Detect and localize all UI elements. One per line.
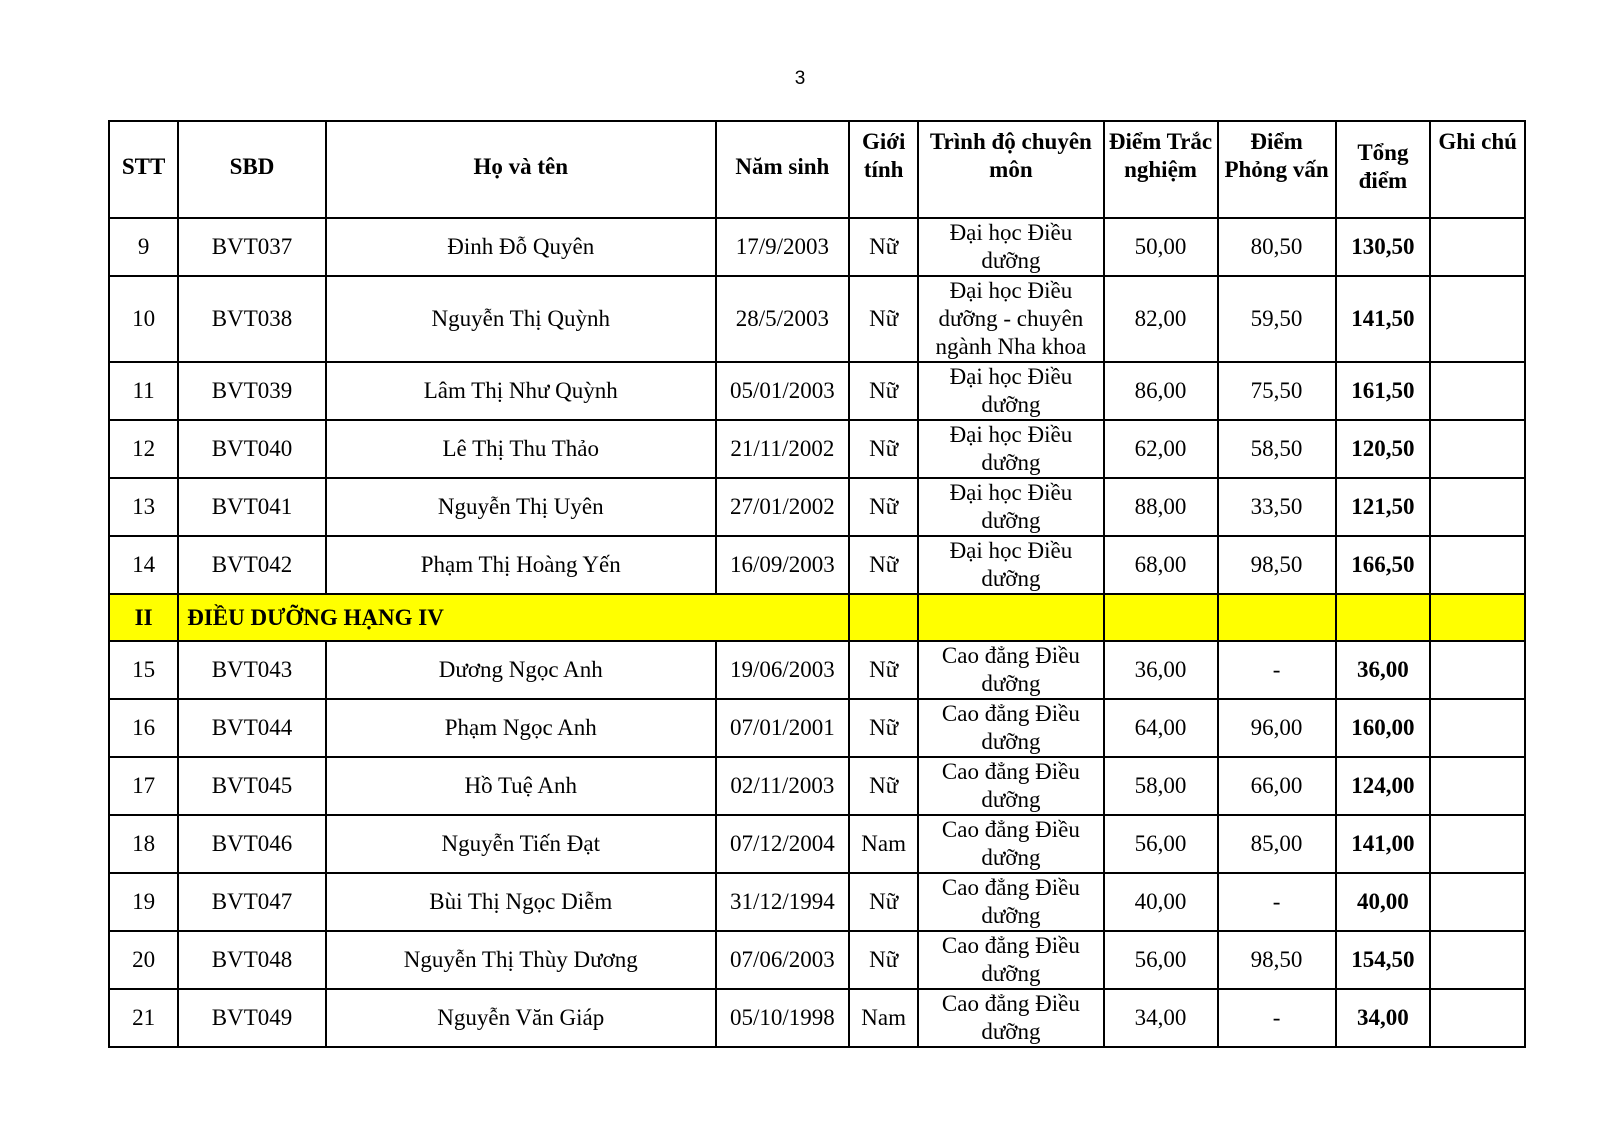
cell-interview-score: 96,00 xyxy=(1218,699,1336,757)
header-note: Ghi chú xyxy=(1430,121,1525,218)
cell-interview-score: - xyxy=(1218,641,1336,699)
cell-stt: 13 xyxy=(109,478,178,536)
cell-test-score: 40,00 xyxy=(1104,873,1218,931)
cell-gender: Nam xyxy=(849,989,918,1047)
cell-birth: 07/12/2004 xyxy=(716,815,849,873)
results-table xyxy=(108,120,1526,1048)
header-interview-score: Điểm Phỏng vấn xyxy=(1218,121,1336,218)
cell-interview-score: 98,50 xyxy=(1218,931,1336,989)
cell-sbd: BVT040 xyxy=(178,420,326,478)
cell-interview-score: 58,50 xyxy=(1218,420,1336,478)
cell-note xyxy=(1430,641,1525,699)
cell-test-score: 50,00 xyxy=(1104,218,1218,276)
cell-note xyxy=(1430,536,1525,594)
table-row xyxy=(109,931,1525,989)
table-row xyxy=(109,757,1525,815)
table-row xyxy=(109,989,1525,1047)
header-test-score: Điểm Trắc nghiệm xyxy=(1104,121,1218,218)
cell-test-score: 34,00 xyxy=(1104,989,1218,1047)
cell-interview-score: 80,50 xyxy=(1218,218,1336,276)
cell-stt: 12 xyxy=(109,420,178,478)
cell-stt: 17 xyxy=(109,757,178,815)
cell-qualification: Cao đẳng Điều dưỡng xyxy=(918,931,1103,989)
page-number: 3 xyxy=(794,68,806,89)
cell-qualification: Cao đẳng Điều dưỡng xyxy=(918,873,1103,931)
cell-sbd: BVT047 xyxy=(178,873,326,931)
cell-sbd: BVT038 xyxy=(178,276,326,362)
table-row xyxy=(109,420,1525,478)
cell-name: Phạm Ngọc Anh xyxy=(326,699,716,757)
header-stt: STT xyxy=(109,121,178,218)
cell-sbd: BVT045 xyxy=(178,757,326,815)
cell-name: Lâm Thị Như Quỳnh xyxy=(326,362,716,420)
cell-birth: 07/01/2001 xyxy=(716,699,849,757)
cell-test-score: 64,00 xyxy=(1104,699,1218,757)
cell-total: 124,00 xyxy=(1336,757,1431,815)
cell-birth: 19/06/2003 xyxy=(716,641,849,699)
section-empty-cell xyxy=(1336,594,1431,641)
cell-total: 154,50 xyxy=(1336,931,1431,989)
cell-interview-score: 66,00 xyxy=(1218,757,1336,815)
cell-birth: 02/11/2003 xyxy=(716,757,849,815)
cell-sbd: BVT044 xyxy=(178,699,326,757)
cell-gender: Nữ xyxy=(849,362,918,420)
cell-sbd: BVT043 xyxy=(178,641,326,699)
header-birth: Năm sinh xyxy=(716,121,849,218)
cell-note xyxy=(1430,699,1525,757)
cell-gender: Nữ xyxy=(849,641,918,699)
cell-interview-score: 59,50 xyxy=(1218,276,1336,362)
cell-birth: 31/12/1994 xyxy=(716,873,849,931)
cell-total: 120,50 xyxy=(1336,420,1431,478)
cell-total: 130,50 xyxy=(1336,218,1431,276)
cell-stt: 16 xyxy=(109,699,178,757)
cell-stt: 18 xyxy=(109,815,178,873)
cell-gender: Nữ xyxy=(849,276,918,362)
table-row xyxy=(109,478,1525,536)
cell-stt: 19 xyxy=(109,873,178,931)
cell-name: Nguyễn Tiến Đạt xyxy=(326,815,716,873)
cell-name: Nguyễn Thị Uyên xyxy=(326,478,716,536)
cell-birth: 21/11/2002 xyxy=(716,420,849,478)
cell-interview-score: 33,50 xyxy=(1218,478,1336,536)
cell-note xyxy=(1430,757,1525,815)
cell-stt: 11 xyxy=(109,362,178,420)
cell-interview-score: 75,50 xyxy=(1218,362,1336,420)
header-gender: Giới tính xyxy=(849,121,918,218)
cell-qualification: Đại học Điều dưỡng xyxy=(918,536,1103,594)
cell-stt: 9 xyxy=(109,218,178,276)
cell-name: Bùi Thị Ngọc Diễm xyxy=(326,873,716,931)
header-sbd: SBD xyxy=(178,121,326,218)
cell-total: 40,00 xyxy=(1336,873,1431,931)
cell-gender: Nữ xyxy=(849,536,918,594)
cell-note xyxy=(1430,478,1525,536)
header-total: Tổng điểm xyxy=(1336,121,1431,218)
cell-note xyxy=(1430,420,1525,478)
cell-stt: 14 xyxy=(109,536,178,594)
cell-test-score: 88,00 xyxy=(1104,478,1218,536)
cell-test-score: 56,00 xyxy=(1104,931,1218,989)
cell-sbd: BVT039 xyxy=(178,362,326,420)
section-empty-cell xyxy=(1104,594,1218,641)
cell-note xyxy=(1430,276,1525,362)
cell-interview-score: - xyxy=(1218,989,1336,1047)
cell-total: 141,50 xyxy=(1336,276,1431,362)
cell-note xyxy=(1430,931,1525,989)
cell-name: Hồ Tuệ Anh xyxy=(326,757,716,815)
section-empty-cell xyxy=(1218,594,1336,641)
cell-stt: 10 xyxy=(109,276,178,362)
cell-test-score: 82,00 xyxy=(1104,276,1218,362)
cell-total: 141,00 xyxy=(1336,815,1431,873)
table-row xyxy=(109,873,1525,931)
header-row xyxy=(109,121,1525,218)
cell-note xyxy=(1430,815,1525,873)
cell-gender: Nữ xyxy=(849,757,918,815)
cell-test-score: 36,00 xyxy=(1104,641,1218,699)
header-name: Họ và tên xyxy=(326,121,716,218)
cell-qualification: Đại học Điều dưỡng xyxy=(918,218,1103,276)
cell-name: Nguyễn Văn Giáp xyxy=(326,989,716,1047)
table-row xyxy=(109,276,1525,362)
cell-name: Nguyễn Thị Quỳnh xyxy=(326,276,716,362)
cell-birth: 16/09/2003 xyxy=(716,536,849,594)
table-row xyxy=(109,536,1525,594)
table-row xyxy=(109,641,1525,699)
cell-name: Đinh Đỗ Quyên xyxy=(326,218,716,276)
section-row xyxy=(109,594,1525,641)
cell-sbd: BVT049 xyxy=(178,989,326,1047)
cell-birth: 27/01/2002 xyxy=(716,478,849,536)
cell-birth: 05/10/1998 xyxy=(716,989,849,1047)
cell-total: 36,00 xyxy=(1336,641,1431,699)
cell-sbd: BVT037 xyxy=(178,218,326,276)
section-empty-cell xyxy=(1430,594,1525,641)
cell-gender: Nữ xyxy=(849,478,918,536)
cell-name: Phạm Thị Hoàng Yến xyxy=(326,536,716,594)
cell-total: 34,00 xyxy=(1336,989,1431,1047)
cell-sbd: BVT041 xyxy=(178,478,326,536)
cell-birth: 28/5/2003 xyxy=(716,276,849,362)
cell-stt: 15 xyxy=(109,641,178,699)
cell-sbd: BVT046 xyxy=(178,815,326,873)
cell-test-score: 62,00 xyxy=(1104,420,1218,478)
cell-name: Lê Thị Thu Thảo xyxy=(326,420,716,478)
cell-gender: Nữ xyxy=(849,699,918,757)
cell-total: 121,50 xyxy=(1336,478,1431,536)
table-row xyxy=(109,362,1525,420)
cell-birth: 17/9/2003 xyxy=(716,218,849,276)
cell-birth: 05/01/2003 xyxy=(716,362,849,420)
table-row xyxy=(109,218,1525,276)
cell-gender: Nam xyxy=(849,815,918,873)
cell-gender: Nữ xyxy=(849,873,918,931)
cell-total: 161,50 xyxy=(1336,362,1431,420)
table-body xyxy=(109,218,1525,1047)
section-empty-cell xyxy=(849,594,918,641)
cell-note xyxy=(1430,873,1525,931)
cell-interview-score: 85,00 xyxy=(1218,815,1336,873)
cell-name: Nguyễn Thị Thùy Dương xyxy=(326,931,716,989)
cell-gender: Nữ xyxy=(849,931,918,989)
section-number: II xyxy=(109,594,178,641)
cell-test-score: 56,00 xyxy=(1104,815,1218,873)
cell-test-score: 58,00 xyxy=(1104,757,1218,815)
cell-qualification: Cao đẳng Điều dưỡng xyxy=(918,815,1103,873)
cell-gender: Nữ xyxy=(849,218,918,276)
cell-test-score: 68,00 xyxy=(1104,536,1218,594)
cell-note xyxy=(1430,989,1525,1047)
cell-stt: 21 xyxy=(109,989,178,1047)
cell-qualification: Cao đẳng Điều dưỡng xyxy=(918,641,1103,699)
cell-note xyxy=(1430,218,1525,276)
cell-qualification: Đại học Điều dưỡng - chuyên ngành Nha khoa xyxy=(918,276,1103,362)
header-qualification: Trình độ chuyên môn xyxy=(918,121,1103,218)
cell-qualification: Cao đẳng Điều dưỡng xyxy=(918,757,1103,815)
cell-qualification: Cao đẳng Điều dưỡng xyxy=(918,699,1103,757)
cell-sbd: BVT042 xyxy=(178,536,326,594)
cell-qualification: Đại học Điều dưỡng xyxy=(918,362,1103,420)
cell-name: Dương Ngọc Anh xyxy=(326,641,716,699)
cell-test-score: 86,00 xyxy=(1104,362,1218,420)
table-row xyxy=(109,699,1525,757)
cell-qualification: Cao đẳng Điều dưỡng xyxy=(918,989,1103,1047)
section-title: ĐIỀU DƯỠNG HẠNG IV xyxy=(178,594,849,641)
table-row xyxy=(109,815,1525,873)
cell-gender: Nữ xyxy=(849,420,918,478)
cell-interview-score: 98,50 xyxy=(1218,536,1336,594)
cell-note xyxy=(1430,362,1525,420)
cell-total: 160,00 xyxy=(1336,699,1431,757)
cell-qualification: Đại học Điều dưỡng xyxy=(918,478,1103,536)
cell-interview-score: - xyxy=(1218,873,1336,931)
section-empty-cell xyxy=(918,594,1103,641)
cell-total: 166,50 xyxy=(1336,536,1431,594)
cell-sbd: BVT048 xyxy=(178,931,326,989)
cell-stt: 20 xyxy=(109,931,178,989)
cell-birth: 07/06/2003 xyxy=(716,931,849,989)
cell-qualification: Đại học Điều dưỡng xyxy=(918,420,1103,478)
